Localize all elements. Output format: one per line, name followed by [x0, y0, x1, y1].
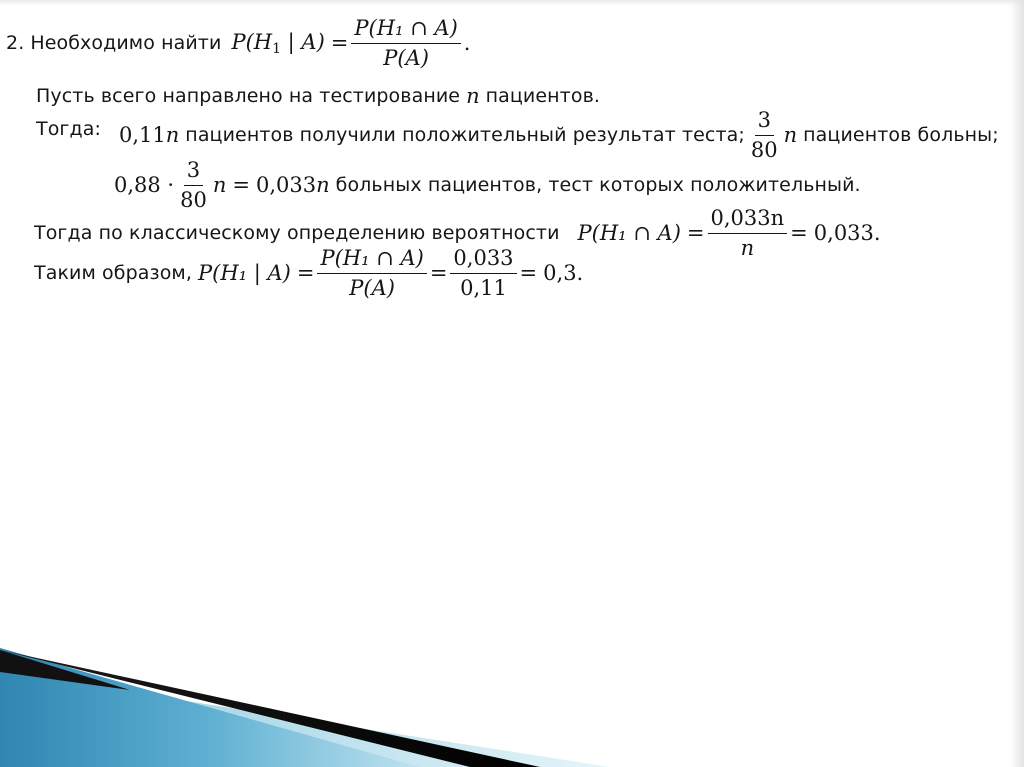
line-3-text-a: пациентов получили положительный результат теста; — [185, 124, 745, 147]
line-3-label: Тогда: — [36, 118, 101, 140]
line-3-var2: n — [783, 123, 798, 148]
line-3-text-b: пациентов больны; — [803, 124, 999, 147]
line-4-fraction-num: 3 — [184, 158, 203, 186]
line-6-fraction-1-den: P(A) — [349, 276, 395, 301]
line-6-fraction-1-num: P(H₁ ∩ A) — [317, 246, 426, 274]
line-3-var: n — [165, 123, 180, 148]
line-1-numerator: P(H₁ ∩ A) — [351, 16, 460, 44]
line-6-equals-3: = — [519, 261, 538, 286]
line-1-equals: = — [330, 31, 349, 56]
line-3-fraction-num: 3 — [755, 108, 774, 136]
line-5-text: Тогда по классическому определению вероятности — [34, 222, 560, 245]
line-4-equals: = — [232, 173, 250, 198]
ribbon-blue — [0, 648, 420, 767]
line-6-equals: = — [296, 261, 315, 286]
line-2-var: n — [466, 84, 480, 108]
line-6-equals-2: = — [429, 261, 448, 286]
line-1-lhs: $P(H_1$ | A) — [231, 29, 325, 57]
line-4-fraction-den: 80 — [180, 188, 207, 213]
line-4-result: 0,033 — [255, 173, 317, 198]
line-5-result: 0,033. — [813, 221, 881, 246]
line-1-period: . — [463, 31, 471, 56]
line-4-var2: n — [316, 173, 330, 198]
line-6-text: Таким образом, — [34, 262, 192, 285]
line-3-fraction-den: 80 — [750, 138, 778, 163]
line-3-value: 0,11 — [119, 123, 166, 148]
line-5-lhs: P(H₁ ∩ A) — [577, 221, 681, 246]
line-5-fraction-den: n — [740, 236, 755, 261]
line-2-text-a: Пусть всего направлено на тестирование — [36, 85, 461, 108]
line-4-var: n — [212, 173, 227, 198]
line-5-equals: = — [686, 221, 705, 246]
line-1-lead: Необходимо найти — [30, 32, 222, 55]
line-4-text: больных пациентов, тест которых положительный. — [335, 174, 861, 197]
line-1-denominator: P(A) — [383, 46, 429, 71]
line-5-equals-2: = — [790, 221, 808, 246]
item-number: 2. — [6, 32, 25, 55]
line-6-fraction-2-den: 0,11 — [460, 276, 507, 301]
line-5-fraction-num: 0,033n — [708, 206, 788, 234]
line-6-lhs: P(H₁ | A) — [198, 261, 291, 286]
line-6-fraction-2-num: 0,033 — [450, 246, 516, 274]
line-2-text-b: пациентов. — [485, 85, 601, 108]
line-4-value: 0,88 · — [114, 173, 175, 198]
line-6-result: 0,3. — [543, 261, 584, 286]
